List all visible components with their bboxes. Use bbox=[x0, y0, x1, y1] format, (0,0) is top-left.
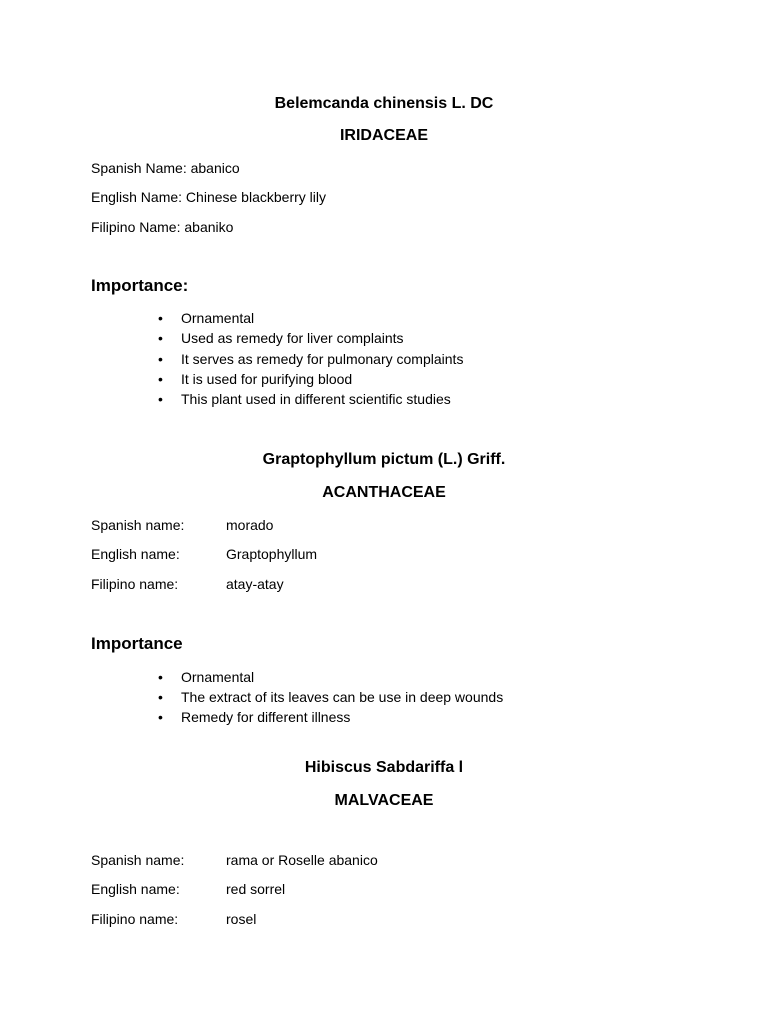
list-item: Ornamental bbox=[181, 310, 255, 326]
list-item: This plant used in different scientific studies bbox=[181, 391, 451, 407]
list-item: Ornamental bbox=[181, 669, 255, 685]
filipino-name-label-2: Filipino name: bbox=[91, 576, 179, 592]
filipino-name-value-3: rosel bbox=[226, 911, 257, 927]
english-name-label-3: English name: bbox=[91, 881, 180, 897]
spanish-name-label-2: Spanish name: bbox=[91, 517, 185, 533]
list-item: Remedy for different illness bbox=[181, 709, 351, 725]
bullet-marker: • bbox=[158, 330, 163, 346]
bullet-marker: • bbox=[158, 669, 163, 685]
spanish-name-label-3: Spanish name: bbox=[91, 852, 185, 868]
spanish-name-value-3: rama or Roselle abanico bbox=[226, 852, 378, 868]
family-name-1: IRIDACEAE bbox=[339, 127, 428, 144]
list-item: The extract of its leaves can be use in deep wounds bbox=[181, 689, 504, 705]
filipino-name-1: Filipino Name: abaniko bbox=[91, 219, 234, 235]
species-name-1: Belemcanda chinensis L. DC bbox=[274, 95, 494, 112]
list-item: Used as remedy for liver complaints bbox=[181, 330, 404, 346]
family-name-2: ACANTHACEAE bbox=[322, 484, 446, 501]
importance-heading-2: Importance bbox=[91, 634, 183, 653]
english-name-1: English Name: Chinese blackberry lily bbox=[91, 189, 326, 205]
list-item: It serves as remedy for pulmonary complaints bbox=[181, 351, 464, 367]
list-item: It is used for purifying blood bbox=[181, 371, 353, 387]
importance-heading-1: Importance: bbox=[91, 276, 189, 295]
english-name-label-2: English name: bbox=[91, 546, 180, 562]
spanish-name-value-2: morado bbox=[226, 517, 274, 533]
bullet-marker: • bbox=[158, 709, 163, 725]
spanish-name-1: Spanish Name: abanico bbox=[91, 160, 240, 176]
filipino-name-value-2: atay-atay bbox=[226, 576, 284, 592]
family-name-3: MALVACEAE bbox=[334, 792, 434, 809]
english-name-value-3: red sorrel bbox=[226, 881, 286, 897]
bullet-marker: • bbox=[158, 689, 163, 705]
english-name-value-2: Graptophyllum bbox=[226, 546, 318, 562]
bullet-marker: • bbox=[158, 371, 163, 387]
bullet-marker: • bbox=[158, 310, 163, 326]
bullet-marker: • bbox=[158, 391, 163, 407]
filipino-name-label-3: Filipino name: bbox=[91, 911, 179, 927]
species-name-3: Hibiscus Sabdariffa l bbox=[304, 759, 464, 776]
species-name-2: Graptophyllum pictum (L.) Griff. bbox=[262, 451, 506, 468]
bullet-marker: • bbox=[158, 351, 163, 367]
